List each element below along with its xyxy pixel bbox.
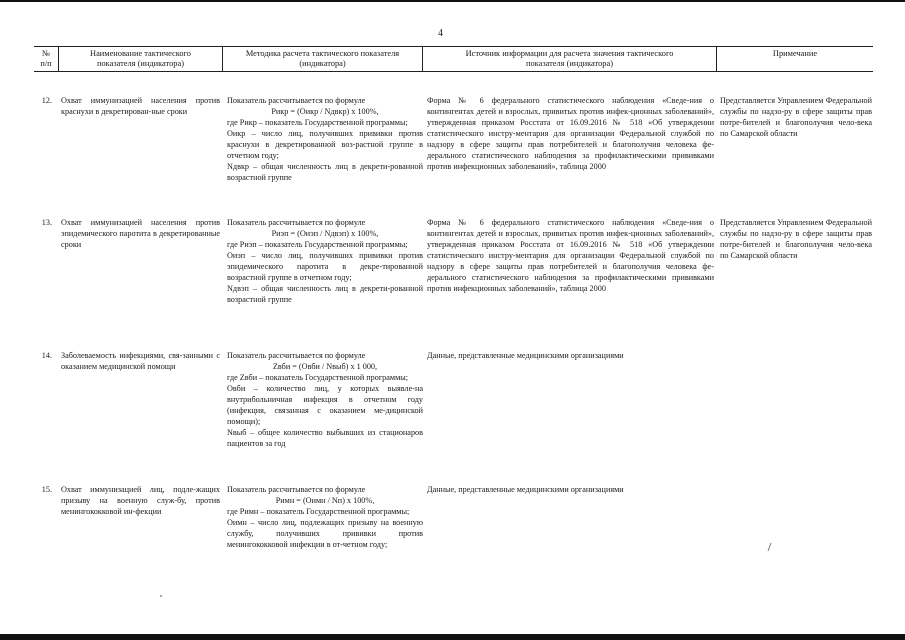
top-border (0, 0, 905, 2)
method-line: где Zвби – показатель Государственной программы; (227, 373, 409, 382)
indicator-name: Заболеваемость инфекциями, свя-занными с оказанием медицинской помощи (61, 351, 220, 371)
header-num: № п/п (40, 49, 52, 68)
method-line: Nдвкр – общая численность лиц в декрети-рованной возрастной группе (227, 162, 423, 182)
table-header (34, 46, 873, 72)
method-line: Oиэп – число лиц, получивших прививки против эпидемического паротита в декре-тированной возрастной группе в отчетном году; (227, 251, 423, 282)
source-cell: Форма № 6 федерального статистического наблюдения «Сведе-ния о контингентах детей и взрослых, привитых против инфек-ционных заболеваний», утвержденная приказом Росстата от 16.09.2016 № 518 «Об утверждении статистического инстру-ментария для организации Федеральной службой по надзору в сфере защиты прав потребителей и благополучия человека фе-дерального статистического наблюдения за профилактическими прививками против инфекционных заболеваний», таблица 2000 (427, 96, 714, 171)
indicator-name: Охват иммунизацией населения против эпидемического паротита в декретированные сроки (61, 218, 220, 249)
source-cell: Данные, представленные медицинскими организациями (427, 485, 624, 494)
method-line: Nвыб – общее количество выбывших из стационаров пациентов за год (227, 428, 423, 448)
method-line: Oикр – число лиц, получивших прививки против краснухи в декретированной воз-растной группе в отчетном году; (227, 129, 423, 160)
row-number: 14. (41, 351, 52, 360)
method-cell (227, 350, 423, 449)
header-note: Примечание (716, 47, 873, 71)
row-number: 12. (41, 96, 52, 105)
indicator-name: Охват иммунизацией лиц, подле-жащих призыву на военную служ-бу, против менингококковой ин-фекции (61, 485, 220, 516)
note-cell: Представляется Управлением Федеральной службы по надзо-ру в сфере защиты прав потре-бителей и благополучия чело-века по Самарской области (720, 96, 872, 138)
bottom-border (0, 634, 905, 640)
header-method: Методика расчета тактического показателя (индикатора) (222, 47, 422, 71)
scan-mark (768, 543, 777, 551)
method-cell (227, 217, 423, 305)
method-line: где Pиэп – показатель Государственной программы; (227, 240, 408, 249)
row-number: 15. (41, 485, 52, 494)
formula: Pиэп = (Oиэп / Nдвэп) x 100%, (271, 229, 379, 238)
source-cell: Форма № 6 федерального статистического наблюдения «Сведе-ния о контингентах детей и взрослых, привитых против инфек-ционных заболеваний», утвержденная приказом Росстата от 16.09.2016 № 518 «Об утверждении статистического инстру-ментария для организации Федеральной службой по надзору в сфере защиты прав потребителей и благополучия человека фе-дерального статистического наблюдения за профилактическими прививками против инфекционных заболеваний», таблица 2000 (427, 218, 714, 293)
formula: Pикр = (Oикр / Nдвкр) x 100%, (271, 107, 379, 116)
method-line: Oимн – число лиц, подлежащих призыву на военную службу, получивших прививки против менингококковой инфекции в от-четном году; (227, 518, 423, 549)
method-line: Oвби – количество лиц, у которых выявле-на внутрибольничная инфекция в отчетном году (инфекция, связанная с оказанием ме-дицинской помощи); (227, 384, 423, 426)
note-cell: Представляется Управлением Федеральной службы по надзо-ру в сфере защиты прав потре-бителей и благополучия чело-века по Самарской области (720, 218, 872, 260)
method-line: где Pикр – показатель Государственной программы; (227, 118, 408, 127)
header-name: Наименование тактического показателя (индикатора) (58, 47, 222, 71)
method-line: Nдвэп – общая численность лиц в декрети-рованной возрастной группе (227, 284, 423, 304)
page-number: 4 (438, 28, 443, 39)
indicator-name: Охват иммунизацией населения против краснухи в декретирован-ные сроки (61, 96, 220, 116)
method-cell (227, 484, 423, 550)
method-line: где Pимн – показатель Государственной программы; (227, 507, 410, 516)
scan-dot (160, 595, 162, 597)
formula: Pимн = (Oимн / Nп) x 100%, (275, 496, 375, 505)
method-line: Показатель рассчитывается по формуле (227, 96, 366, 105)
formula: Zвби = (Oвби / Nвыб) x 1 000, (272, 362, 378, 371)
header-source: Источник информации для расчета значения тактического показателя (индикатора) (422, 47, 716, 71)
method-cell (227, 95, 423, 183)
row-number: 13. (41, 218, 52, 227)
method-line: Показатель рассчитывается по формуле (227, 485, 366, 494)
source-cell: Данные, представленные медицинскими организациями (427, 351, 624, 360)
method-line: Показатель рассчитывается по формуле (227, 351, 366, 360)
method-line: Показатель рассчитывается по формуле (227, 218, 366, 227)
